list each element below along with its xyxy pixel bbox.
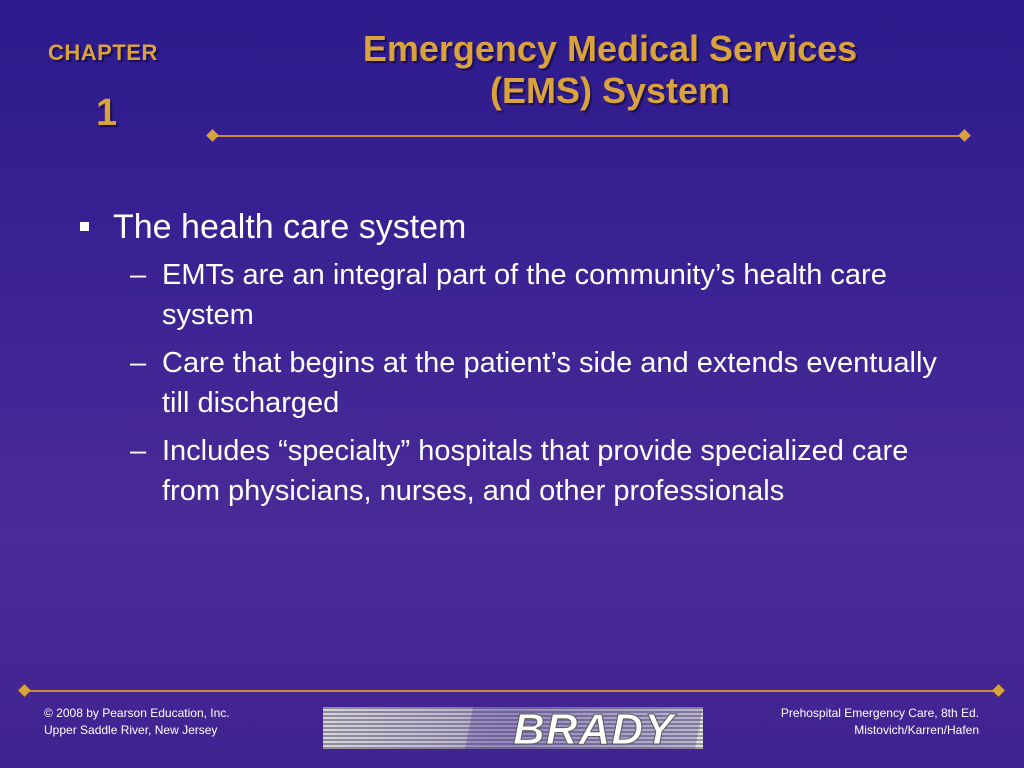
book-info-line-2: Mistovich/Karren/Hafen	[854, 723, 979, 737]
sub-bullet-2	[130, 343, 960, 423]
square-bullet-icon	[80, 222, 89, 231]
main-bullet-text: The health care system	[113, 208, 467, 246]
title-line-1: Emergency Medical Services	[362, 28, 858, 69]
book-info-line-1: Prehospital Emergency Care, 8th Ed.	[780, 706, 979, 720]
sub-bullet-3	[130, 431, 960, 511]
top-divider-left-diamond	[206, 129, 219, 142]
dash-icon: –	[130, 259, 147, 291]
title-line-2: (EMS) System	[489, 70, 731, 111]
copyright-line-2: Upper Saddle River, New Jersey	[44, 723, 218, 737]
brady-logo-text: BRADY	[513, 705, 675, 751]
chapter-label: CHAPTER	[48, 40, 158, 65]
book-info	[781, 705, 979, 739]
bottom-divider	[25, 690, 999, 692]
slide-title	[260, 28, 960, 112]
sub-bullet-text: Care that begins at the patient’s side and extends eventually till discharged	[162, 347, 937, 419]
sub-bullet-list	[80, 255, 960, 511]
dash-icon: –	[130, 347, 147, 379]
top-divider	[213, 135, 965, 137]
main-bullet	[80, 205, 960, 249]
brady-logo	[323, 705, 703, 751]
dash-icon: –	[130, 435, 147, 467]
bottom-divider-right-diamond	[992, 684, 1005, 697]
sub-bullet-1	[130, 255, 960, 335]
sub-bullet-text: EMTs are an integral part of the community’s health care system	[162, 259, 887, 331]
bottom-divider-left-diamond	[18, 684, 31, 697]
copyright	[44, 705, 230, 739]
slide-body	[80, 205, 960, 519]
top-divider-right-diamond	[958, 129, 971, 142]
sub-bullet-text: Includes “specialty” hospitals that provide specialized care from physicians, nurses, and other professionals	[162, 435, 909, 507]
copyright-line-1: © 2008 by Pearson Education, Inc.	[44, 706, 230, 720]
chapter-number: 1	[96, 92, 118, 134]
